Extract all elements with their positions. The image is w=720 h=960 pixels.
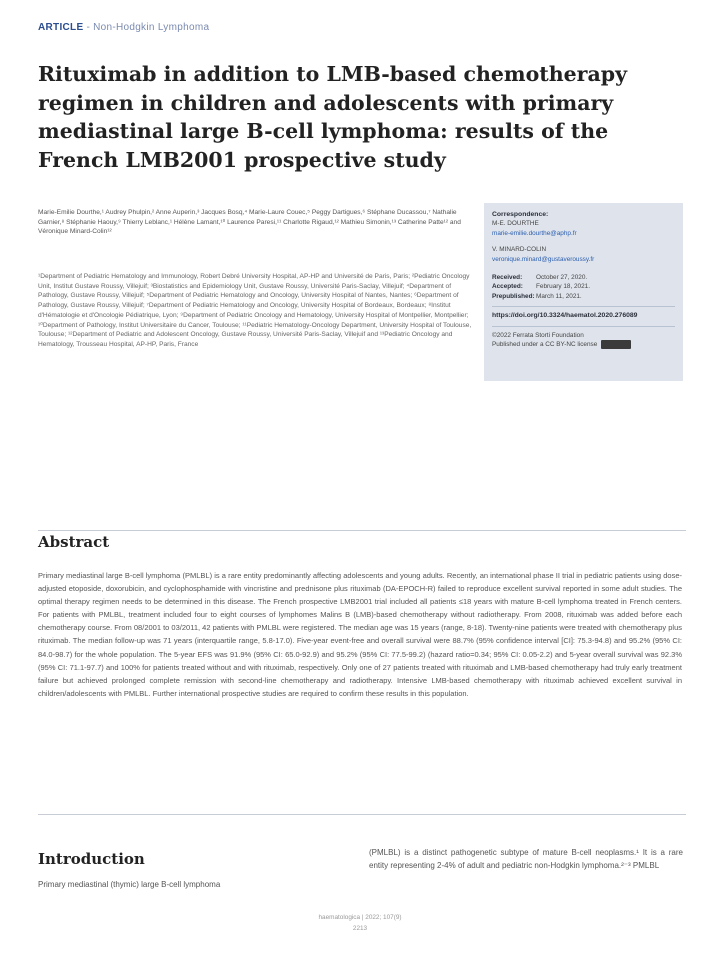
correspondence-email-link[interactable]: marie-emilie.dourthe@aphp.fr	[492, 229, 577, 237]
copyright-line: ©2022 Ferrata Storti Foundation	[492, 331, 584, 339]
introduction-column-right: (PMLBL) is a distinct pathogenetic subtype of mature B-cell neoplasms.¹ It is a rare entity representing 2-4% of adult and pediatric non-Hodgkin lymphoma.²⁻³ PMLBL	[369, 848, 683, 870]
date-key: Received:	[492, 274, 523, 282]
sidebox-divider	[492, 306, 675, 307]
date-row-received	[492, 273, 590, 282]
date-row-accepted	[492, 282, 590, 291]
abstract-text: Primary mediastinal large B-cell lymphoma (PMLBL) is a rare entity predominantly affecting adolescents and young adults. Recently, an international phase II trial in pediatric patients using dose-adjusted etoposide, doxorubicin, and cyclophosphamide with vincristine and prednisone plus rituximab (DA-EPOCH-R) failed to reproduce excellent survival reported in some adult studies. The optimal therapy regimen needs to be determined in this disease. The French prospective LMB2001 trial included all patients ≤18 years with mature B-cell lymphoma treated in French centers. For patients with PMLBL, treatment included four to eight courses of lymphomes Malins B (LMB)-based chemotherapy without radiotherapy. From 2008, rituximab was added before each chemotherapy course. From 08/2001 to 03/2011, 42 patients with PMLBL were registered. The median age was 15 years (range, 8-18). Twenty-nine patients were treated with chemotherapy plus rituximab. The median follow-up was 71 years (interquartile range, 5.8-17.0). Five-year event-free and overall survival were 88.7% (95% confidence interval [CI]: 75.3-94.8) and 95.2% (95% CI: 84.0-98.7) for the whole population. The 5-year EFS was 91.9% (95% CI: 65.0-92.9) and 95.2% (95% CI: 77.5-99.2) (hazard ratio=0.34; 95% CI: 0.05-2.2) and 5-year overall survival was 92.3% (95% CI: 71.1-97.7) and 100% for patients treated without and with rituximab, respectively. Only one of 27 patients treated with rituximab and LMB-based chemotherapy had truly early treatment failure but achieved prolonged complete remission with second-line chemotherapy and radiotherapy. Intensive LMB-based chemotherapy with rituximab achieved excellent survival in children/adolescents with PMLBL. Further international prospective studies are required to confirm these results in this population.	[38, 571, 682, 698]
correspondence-label: Correspondence:	[492, 211, 549, 218]
date-value: October 27, 2020.	[536, 274, 588, 282]
section-separator: -	[86, 22, 91, 33]
correspondence-name: M-E. DOURTHE	[492, 220, 539, 228]
correspondence-name-2: V. MINARD-COLIN	[492, 246, 547, 254]
correspondence-box	[484, 203, 683, 381]
date-value: February 18, 2021.	[536, 283, 590, 291]
date-key: Accepted:	[492, 283, 523, 291]
doi-link[interactable]: https://doi.org/10.3324/haematol.2020.276089	[492, 312, 638, 320]
license-row	[492, 340, 675, 349]
license-text: Published under a CC BY-NC license	[492, 341, 598, 349]
cc-license-icon	[601, 340, 631, 349]
article-dates	[492, 273, 590, 301]
top-bar	[0, 0, 720, 8]
date-row-prepublished	[492, 292, 590, 301]
page-footer	[0, 912, 720, 934]
correspondence-email-link-2[interactable]: veronique.minard@gustaveroussy.fr	[492, 255, 595, 263]
abstract-top-divider	[38, 530, 686, 531]
journal-citation: haematologica | 2022; 107(9)	[318, 914, 402, 921]
sidebox-divider	[492, 326, 675, 327]
affiliations: ¹Department of Pediatric Hematology and Immunology, Robert Debré University Hospital, AP-HP and Université de Paris, Paris; ²Pediatric Oncology Unit, Institut Gustave Roussy, Villejuif; ³Biostatistics and Epidemiology Unit, Gustave Roussy, Université Paris-Saclay, Villejuif; ⁴Department of Pathology, Gustave Roussy, Villejuif; ⁵Department of Pediatric Hematology and Oncology, University Hospital of Nantes, Nantes; ⁶Department of Pathology, Gustave Roussy, Villejuif; ⁷Department of Pediatric Hematology and Oncology, University Hospital of Bordeaux, Bordeaux; ⁸Institut d'Hématologie et d'Oncologie Pédiatrique, Lyon; ⁹Department of Pediatric Oncology and Hematology, University Hospital of Montpellier, Montpellier; ¹⁰Department of Pathology, Institut Universitaire du Cancer, Toulouse; ¹¹Pediatric Hematology-Oncology Department, University Hospital of Toulouse, Toulouse; ¹²Department of Pediatric and Adolescent Oncology, Gustave Roussy, Université Paris-Saclay, Villejuif and ¹³Pediatric Oncology and Hematology, Trousseau Hospital, AP-HP, Paris, France	[38, 273, 472, 348]
abstract-bottom-divider	[38, 814, 686, 815]
date-value: March 11, 2021.	[536, 292, 582, 300]
section-tag	[38, 22, 209, 33]
introduction-column-left: Primary mediastinal (thymic) large B-cell lymphoma	[38, 880, 221, 889]
date-key: Prepublished:	[492, 292, 535, 300]
author-list: Marie-Emilie Dourthe,¹ Audrey Phulpin,² Anne Auperin,³ Jacques Bosq,⁴ Marie-Laure Couec,⁵ Peggy Dartigues,⁶ Stéphane Ducassou,⁷ Nathalie Garnier,⁸ Stéphanie Haouy,⁹ Thierry Leblanc,¹ Hélène Lamant,¹⁰ Laurence Paresi,¹¹ Charlotte Rigaud,¹² Mathieu Simonin,¹³ Catherine Patte¹² and Véronique Minard-Colin¹²	[38, 209, 461, 236]
article-type-label: ARTICLE	[38, 22, 84, 33]
article-title: Rituximab in addition to LMB-based chemotherapy regimen in children and adolescents with primary mediastinal large B-cell lymphoma: results of the French LMB2001 prospective study	[38, 62, 628, 172]
page-number: 2213	[352, 925, 368, 932]
abstract-heading: Abstract	[38, 533, 110, 551]
introduction-heading: Introduction	[38, 850, 145, 868]
article-topic-label: Non-Hodgkin Lymphoma	[93, 22, 210, 33]
